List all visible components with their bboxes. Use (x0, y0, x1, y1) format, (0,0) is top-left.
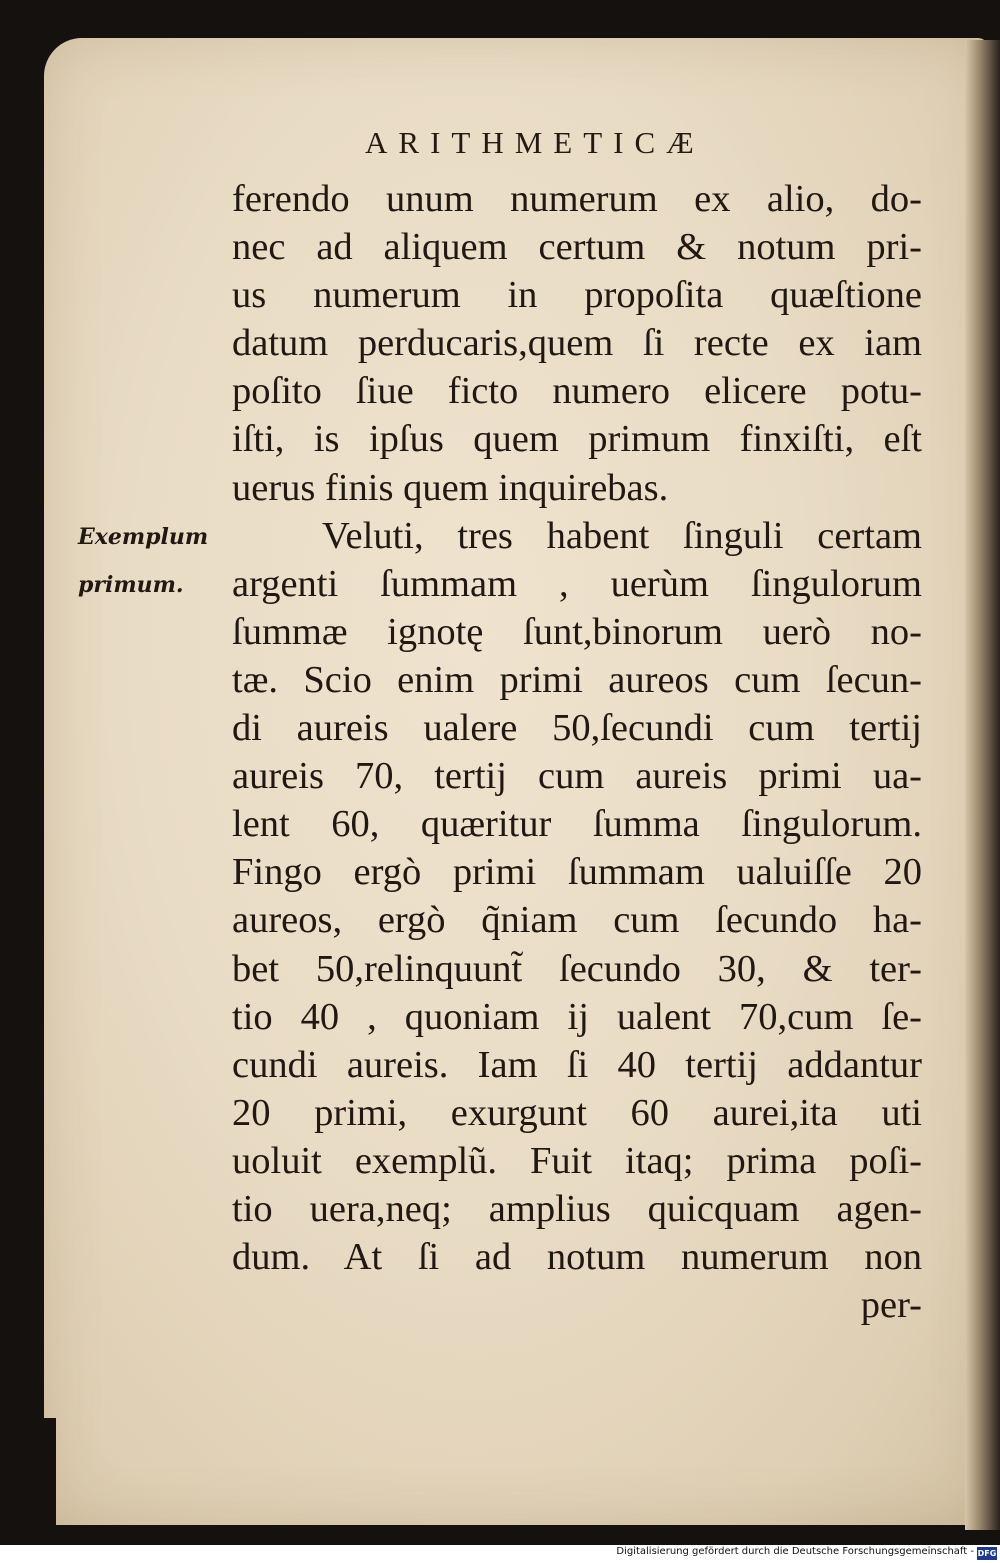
text-line: ferendo unum numerum ex alio, do- (232, 178, 922, 220)
text-line: poſito ſiue ficto numero elicere potu- (232, 370, 922, 413)
text-line: tæ. Scio enim primi aureos cum ſecun- (232, 658, 922, 701)
page-edge (965, 40, 1000, 1530)
text-line: Fingo ergò primi ſummam ualuiſſe 20 (232, 851, 922, 894)
text-line: aureos, ergò q̃niam cum ſecundo ha- (232, 899, 922, 942)
text-line: tio uera,neq; amplius quicquam agen- (232, 1187, 922, 1230)
text-line: uoluit exemplũ. Fuit itaq; prima poſi- (232, 1139, 922, 1182)
text-line: Veluti, tres habent ſinguli certam (322, 514, 922, 557)
text-line: iſti, is ipſus quem primum finxiſti, eſt (232, 418, 922, 461)
text-line: ſummæ ignotę ſunt,binorum uerò no- (232, 610, 922, 653)
text-line: di aureis ualere 50,ſecundi cum tertij (232, 707, 922, 750)
text-line: argenti ſummam , uerùm ſingulorum (232, 562, 922, 605)
text-line: cundi aureis. Iam ſi 40 tertij addantur (232, 1043, 922, 1086)
text-line: 20 primi, exurgunt 60 aurei,ita uti (232, 1091, 922, 1134)
text-line: dum. At ſi ad notum numerum non (232, 1236, 922, 1279)
text-line: tio 40 , quoniam ij ualent 70,cum ſe- (232, 995, 922, 1038)
margin-note-line: Exemplum (78, 524, 209, 550)
text-line: nec ad aliquem certum & notum pri- (232, 226, 922, 269)
catchword: per- (860, 1284, 922, 1327)
text-line: us numerum in propoſita quæſtione (232, 274, 922, 317)
margin-note-line: primum. (78, 572, 184, 598)
text-line: lent 60, quæritur ſumma ſingulorum. (232, 803, 922, 846)
body-text (232, 175, 922, 1329)
text-line: aureis 70, tertij cum aureis primi ua- (232, 755, 922, 798)
dfg-logo-icon: DFG (977, 1549, 997, 1558)
text-line: bet 50,relinquunt̃ ſecundo 30, & ter- (232, 947, 922, 990)
text-line: datum perducaris,quem ſi recte ex iam (232, 322, 922, 365)
text-line: uerus finis quem inquirebas. (232, 466, 669, 509)
margin-note (78, 513, 208, 609)
running-header: ARITHMETICÆ (365, 125, 705, 160)
footer-credit: Digitalisierung gefördert durch die Deutsche Forschungsgemeinschaft - (616, 1546, 974, 1557)
